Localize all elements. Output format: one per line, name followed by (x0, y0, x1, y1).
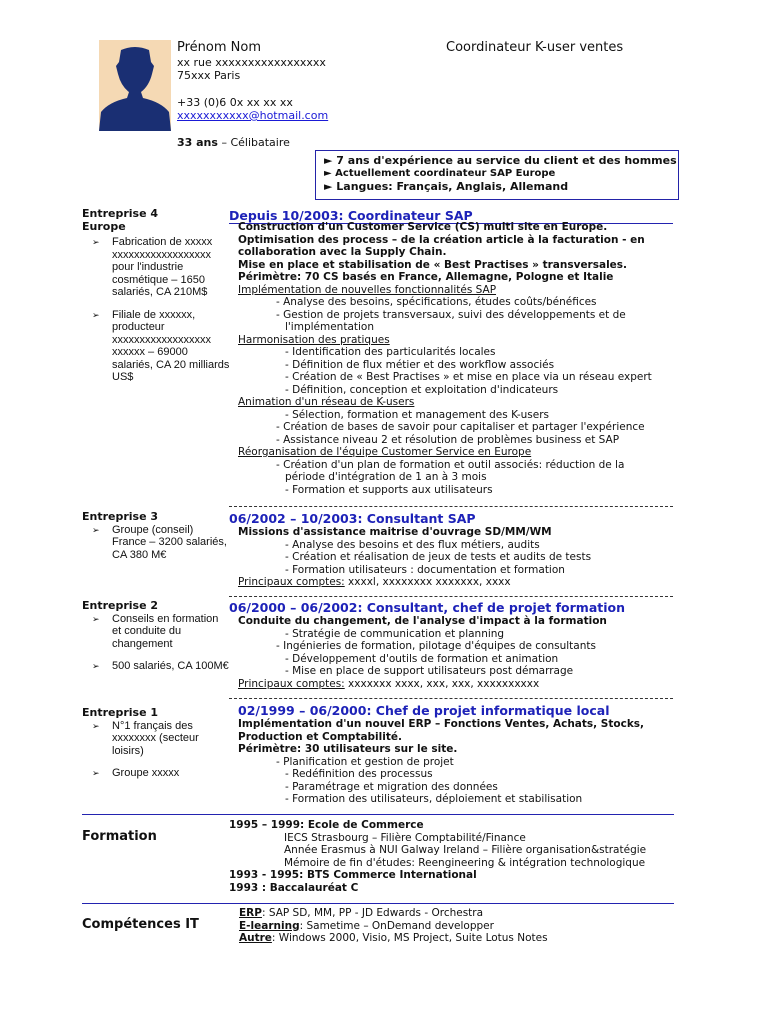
job-summary-line: Conduite du changement, de l'analyse d'impact à la formation (238, 615, 607, 627)
company-1 (82, 707, 230, 780)
task-item: - Planification et gestion de projet (276, 755, 454, 768)
task-item: l'implémentation (285, 321, 374, 333)
task-item: - Définition, conception et exploitation d'indicateurs (285, 383, 559, 396)
education-entry: 1993 : Baccalauréat C (229, 881, 359, 894)
task-item: - Création de bases de savoir pour capitaliser et partager l'expérience (276, 421, 645, 433)
education-detail: IECS Strasbourg – Filière Comptabilité/Finance (284, 831, 526, 844)
arrow-bullet-icon: ➢ (92, 768, 100, 778)
subsection-title: Réorganisation de l'équipe Customer Service en Europe (238, 446, 532, 458)
education-detail: Année Erasmus à NUI Galway Ireland – Filière organisation&stratégie (284, 844, 647, 856)
accounts-label: Principaux comptes: (238, 576, 345, 588)
dashed-divider (229, 506, 673, 507)
candidate-name: Prénom Nom (177, 40, 261, 55)
job-heading: 06/2000 – 06/2002: Consultant, chef de projet formation (229, 600, 626, 615)
job-summary-line: collaboration avec la Supply Chain. (238, 246, 447, 258)
accounts-value: xxxxl, xxxxxxxx xxxxxxx, xxxx (344, 576, 511, 588)
age: 33 ans (177, 136, 218, 149)
company-name: Entreprise 2 (82, 599, 159, 612)
task-item: - Mise en place de support utilisateurs post démarrage (285, 665, 574, 677)
job-summary-line: Périmètre: 30 utilisateurs sur le site. (238, 743, 458, 755)
task-item: - Redéfinition des processus (285, 768, 433, 780)
competences-list (239, 907, 548, 945)
company-name: Entreprise 1 (82, 706, 159, 719)
summary-line: ► Actuellement coordinateur SAP Europe (324, 168, 556, 179)
skill-values: : SAP SD, MM, PP - JD Edwards - Orchestra (261, 907, 484, 919)
task-item: - Définition de flux métier et des workflow associés (285, 358, 555, 371)
email-link[interactable]: xxxxxxxxxxx@hotmail.com (177, 109, 329, 122)
skill-values: : Windows 2000, Visio, MS Project, Suite Lotus Notes (271, 932, 548, 944)
arrow-bullet-icon: ➢ (92, 309, 100, 320)
profile-photo (99, 40, 171, 131)
personal-info (177, 136, 290, 149)
job-summary-line: Production et Comptabilité. (238, 730, 402, 743)
section-divider (82, 814, 674, 815)
phone-number: +33 (0)6 0x xx xx xx (177, 96, 293, 109)
education-detail: Mémoire de fin d'études: Reengineering & intégration technologique (284, 856, 646, 869)
task-item: - Création de « Best Practises » et mise en place via un réseau expert (285, 371, 652, 383)
subsection-title: Harmonisation des pratiques (238, 333, 390, 346)
marital-status: – Célibataire (217, 136, 290, 149)
company-bullet: N°1 français des xxxxxxxx (secteur loisirs) (112, 719, 199, 757)
job-1-details (238, 718, 678, 806)
task-item: période d'intégration de 1 an à 3 mois (285, 471, 487, 483)
dashed-divider (229, 698, 673, 699)
company-bullet: Fabrication de xxxxx xxxxxxxxxxxxxxxxxx pour l'industrie cosmétique – 1650 salariés, CA 210M$ (112, 236, 213, 298)
job-summary-line: Construction d'un Customer Service (CS) multi site en Europe. (238, 221, 608, 233)
arrow-bullet-icon: ➢ (92, 524, 100, 535)
accounts-label: Principaux comptes: (238, 677, 345, 690)
skill-category: E-learning (239, 919, 300, 932)
task-item: - Ingénieries de formation, pilotage d'équipes de consultants (276, 640, 596, 652)
section-divider (82, 903, 674, 904)
company-bullet: 500 salariés, CA 100M€ (112, 660, 229, 672)
job-summary-line: Périmètre: 70 CS basés en France, Allemagne, Pologne et Italie (238, 271, 614, 283)
address-line-2: 75xxx Paris (177, 69, 241, 82)
company-bullet: Filiale de xxxxxx, producteur xxxxxxxxxxxxxxxxxx xxxxxx – 69000 salariés, CA 20 milliards US$ (112, 308, 230, 383)
job-title: Coordinateur K-user ventes (446, 40, 624, 55)
arrow-bullet-icon: ➢ (92, 613, 100, 624)
subsection-title: Animation d'un réseau de K-users (238, 396, 415, 408)
task-item: - Identification des particularités locales (285, 346, 496, 358)
job-summary-line: Mise en place et stabilisation de « Best Practises » transversales. (238, 258, 628, 271)
task-item: - Analyse des besoins et des flux métiers, audits (285, 538, 540, 551)
subsection-title: Implémentation de nouvelles fonctionnalités SAP (238, 283, 497, 296)
summary-line: ► Langues: Français, Anglais, Allemand (324, 180, 569, 193)
arrow-bullet-icon: ➢ (92, 661, 100, 671)
company-name: Entreprise 4 (82, 207, 159, 220)
task-item: - Paramétrage et migration des données (285, 780, 498, 793)
task-item: - Analyse des besoins, spécifications, études coûts/bénéfices (276, 296, 597, 308)
person-silhouette-icon (99, 40, 171, 131)
job-heading: Depuis 10/2003: Coordinateur SAP (229, 208, 473, 223)
company-bullet: Groupe xxxxx (112, 767, 180, 779)
company-bullet: Groupe (conseil) France – 3200 salariés, CA 380 M€ (112, 523, 227, 561)
education-entry: 1993 - 1995: BTS Commerce International (229, 869, 477, 881)
company-2 (82, 600, 230, 673)
job-4-details (238, 221, 678, 496)
task-item: - Formation et supports aux utilisateurs (285, 483, 493, 496)
accounts-value: xxxxxxx xxxx, xxx, xxx, xxxxxxxxxx (344, 677, 540, 690)
skill-row (239, 920, 548, 933)
task-item: - Sélection, formation et management des K-users (285, 408, 550, 421)
summary-line: ► 7 ans d'expérience au service du client et des hommes (324, 154, 677, 167)
task-item: - Gestion de projets transversaux, suivi des développements et de (276, 308, 626, 321)
accounts-line (238, 576, 678, 589)
job-summary-line: Implémentation d'un nouvel ERP – Fonctions Ventes, Achats, Stocks, (238, 718, 645, 730)
address-line-1: xx rue xxxxxxxxxxxxxxxxx (177, 56, 326, 69)
task-item: - Développement d'outils de formation et animation (285, 652, 559, 665)
job-3-details (238, 526, 678, 589)
job-heading: 06/2002 – 10/2003: Consultant SAP (229, 511, 476, 526)
task-item: - Formation des utilisateurs, déploiement et stabilisation (285, 793, 583, 805)
skill-row (239, 907, 548, 920)
accounts-line (238, 678, 678, 691)
company-3 (82, 511, 230, 561)
company-name: Entreprise 3 (82, 510, 159, 523)
job-heading: 02/1999 – 06/2000: Chef de projet informatique local (238, 703, 610, 718)
skill-category: ERP (239, 907, 262, 919)
arrow-bullet-icon: ➢ (92, 237, 100, 247)
task-item: - Stratégie de communication et planning (285, 627, 505, 640)
job-2-details (238, 615, 678, 690)
company-region: Europe (82, 219, 126, 233)
company-4 (82, 208, 230, 384)
task-item: - Assistance niveau 2 et résolution de problèmes business et SAP (276, 433, 620, 446)
education-entry: 1995 – 1999: Ecole de Commerce (229, 819, 424, 831)
arrow-bullet-icon: ➢ (92, 720, 100, 731)
dashed-divider (229, 596, 673, 597)
competences-title: Compétences IT (82, 917, 199, 932)
skill-category: Autre (239, 932, 272, 944)
summary-box (315, 150, 679, 200)
task-item: - Création et réalisation de jeux de tests et audits de tests (285, 551, 592, 563)
task-item: - Formation utilisateurs : documentation et formation (285, 563, 565, 576)
job-summary-line: Missions d'assistance maitrise d'ouvrage SD/MM/WM (238, 526, 552, 538)
job-summary-line: Optimisation des process – de la création article à la facturation - en (238, 233, 645, 246)
company-bullet: Conseils en formation et conduite du changement (112, 612, 219, 650)
formation-list (229, 819, 646, 894)
task-item: - Création d'un plan de formation et outil associés: réduction de la (276, 458, 625, 471)
skill-row (239, 932, 548, 945)
skill-values: : Sametime – OnDemand developper (299, 919, 494, 932)
formation-title: Formation (82, 829, 157, 844)
